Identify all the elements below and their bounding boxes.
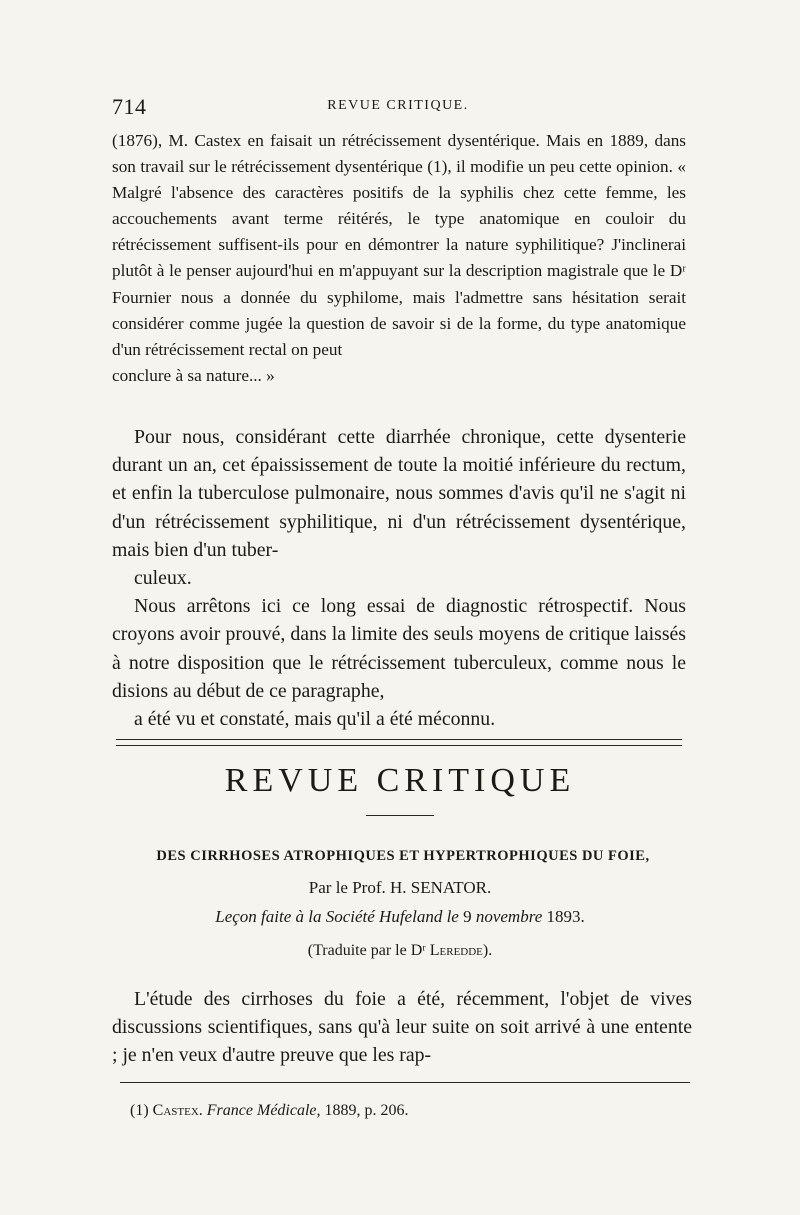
footnote-reference: 1889, p. 206. (320, 1102, 409, 1119)
paragraph-text (112, 128, 686, 389)
lecture-note (0, 907, 800, 927)
paragraph-closing (112, 592, 686, 733)
paragraph-last-line: conclure à sa nature... » (112, 365, 275, 385)
conclusion-text (112, 423, 686, 733)
author-byline: Par le Prof. H. SENATOR. (308, 878, 492, 897)
translator-suffix: ). (482, 942, 493, 959)
footnote-author: Castex. (152, 1102, 203, 1119)
paragraph-body: Pour nous, considérant cette diarrhée chronique, cette dysenterie durant un an, cet épaississement de toute la moitié inférieure du rectum, et enfin la tuberculose pulmonaire, nous sommes d'avis qu'il ne s'agit ni d'un rétrécissement syphilitique, ni d'un rétrécissement dysentérique, mais bien d'un tuber- (112, 426, 686, 561)
lecture-note-text: Leçon faite à la Société Hufeland le (215, 907, 459, 926)
running-head (112, 94, 684, 120)
translator-note (0, 942, 800, 960)
section-title: REVUE CRITIQUE (224, 762, 576, 799)
article-body (112, 985, 692, 1069)
translator-prefix: (Traduite par le Dʳ (307, 942, 430, 959)
footnote-journal: France Médicale, (206, 1102, 321, 1119)
article-title: DES CIRRHOSES ATROPHIQUES ET HYPERTROPHIQUES DU FOIE, (156, 848, 650, 864)
paragraph-diagnosis (112, 423, 686, 592)
paragraph-last-line: a été vu et constaté, mais qu'il a été méconnu. (134, 708, 496, 731)
title-underline (366, 815, 434, 816)
footnote (130, 1102, 409, 1120)
opening-paragraph: L'étude des cirrhoses du foie a été, récemment, l'objet de vives discussions scientifiques, sans qu'à leur suite on soit arrivé à une entente ; je n'en veux d'autre preuve que les rap- (112, 988, 692, 1066)
translator-name: Leredde (429, 942, 483, 959)
footnote-rule (120, 1082, 690, 1083)
lecture-note-day: 9 (458, 907, 476, 926)
page-number: 714 (112, 94, 147, 119)
paragraph-body: Nous arrêtons ici ce long essai de diagnostic rétrospectif. Nous croyons avoir prouvé, dans la limite des seuls moyens de critique laissés à notre disposition que le rétrécissement tuberculeux, comme nous le disions au début de ce paragraphe, (112, 595, 686, 702)
lecture-note-month: novembre (475, 907, 543, 926)
section-divider (116, 739, 682, 746)
lecture-note-year: 1893. (542, 907, 585, 926)
running-title: REVUE CRITIQUE. (327, 98, 469, 113)
footnote-marker: (1) (130, 1102, 153, 1119)
paragraph-body: (1876), M. Castex en faisait un rétrécissement dysentérique. Mais en 1889, dans son travail sur le rétrécissement dysentérique (1), il modifie un peu cette opinion. « Malgré l'absence des caractères positifs de la syphilis chez cette femme, les accouchements avant terme réitérés, le type anatomique en couloir du rétrécissement suffisent-ils pour en démontrer la nature syphilitique? J'inclinerai plutôt à le penser aujourd'hui en m'appuyant sur la description magistrale que le Dʳ Fournier nous a donnée du syphilome, mais l'admettre sans hésitation serait considérer comme jugée la question de savoir si de la forme, du type anatomique d'un rétrécissement rectal on peut (112, 131, 686, 359)
paragraph-last-line: culeux. (134, 567, 192, 590)
quoted-paragraph (112, 128, 686, 389)
